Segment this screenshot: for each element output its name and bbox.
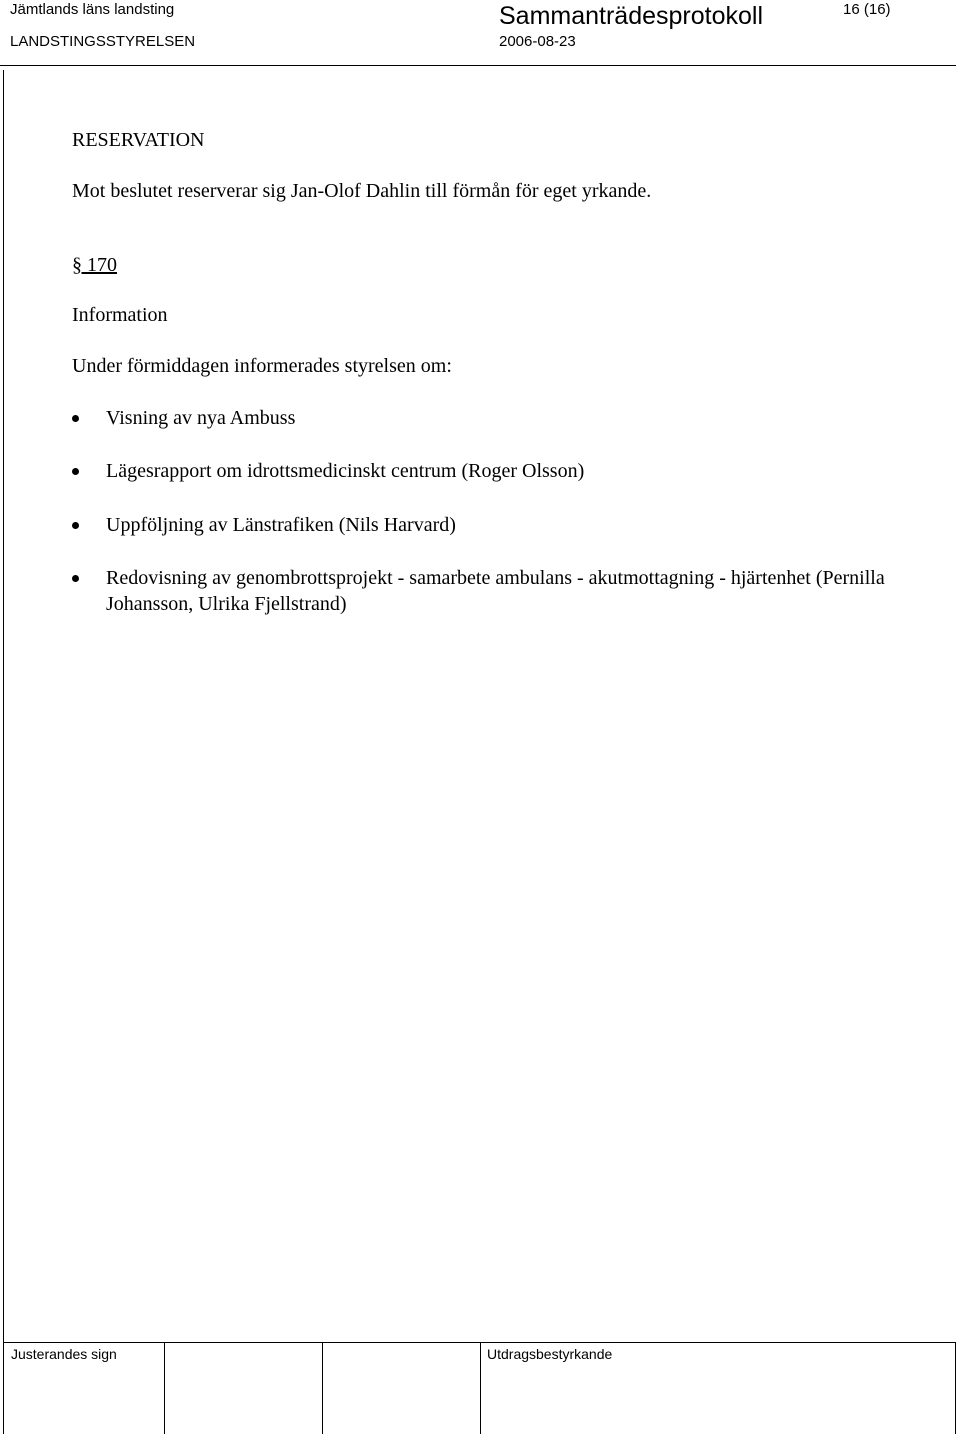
signature-label: Justerandes sign [11, 1346, 117, 1362]
meeting-date: 2006-08-23 [499, 33, 576, 50]
footer-cell-border [164, 1342, 165, 1434]
footer-cell-border [322, 1342, 323, 1434]
page-number: 16 (16) [843, 1, 891, 18]
bullet-icon [72, 575, 79, 582]
extract-certification-label: Utdragsbestyrkande [487, 1346, 613, 1362]
left-margin-line [3, 70, 4, 1342]
footer-cell-border [3, 1342, 4, 1434]
board-name: LANDSTINGSSTYRELSEN [10, 33, 196, 50]
bullet-icon [72, 468, 79, 475]
section-intro: Under förmiddagen informerades styrelsen om: [72, 355, 452, 377]
header-divider [0, 65, 956, 66]
list-item-text: Redovisning av genombrottsprojekt - samarbete ambulans - akutmottagning - hjärtenhet (Pernilla Johansson, Ulrika Fjellstrand) [106, 567, 885, 615]
reservation-heading: RESERVATION [72, 129, 205, 151]
reservation-text: Mot beslutet reserverar sig Jan-Olof Dahlin till förmån för eget yrkande. [72, 180, 652, 202]
section-heading: Information [72, 304, 168, 326]
organization-name: Jämtlands läns landsting [10, 1, 175, 18]
list-item-text: Lägesrapport om idrottsmedicinskt centrum (Roger Olsson) [106, 460, 585, 482]
document-title: Sammanträdesprotokoll [499, 2, 764, 30]
list-item-text: Visning av nya Ambuss [106, 407, 296, 429]
section-number: § 170 [72, 254, 117, 276]
footer-cell-border [480, 1342, 481, 1434]
bullet-icon [72, 522, 79, 529]
footer-cell-border [955, 1342, 956, 1434]
bullet-icon [72, 415, 79, 422]
list-item-text: Uppföljning av Länstrafiken (Nils Harvard) [106, 514, 456, 536]
